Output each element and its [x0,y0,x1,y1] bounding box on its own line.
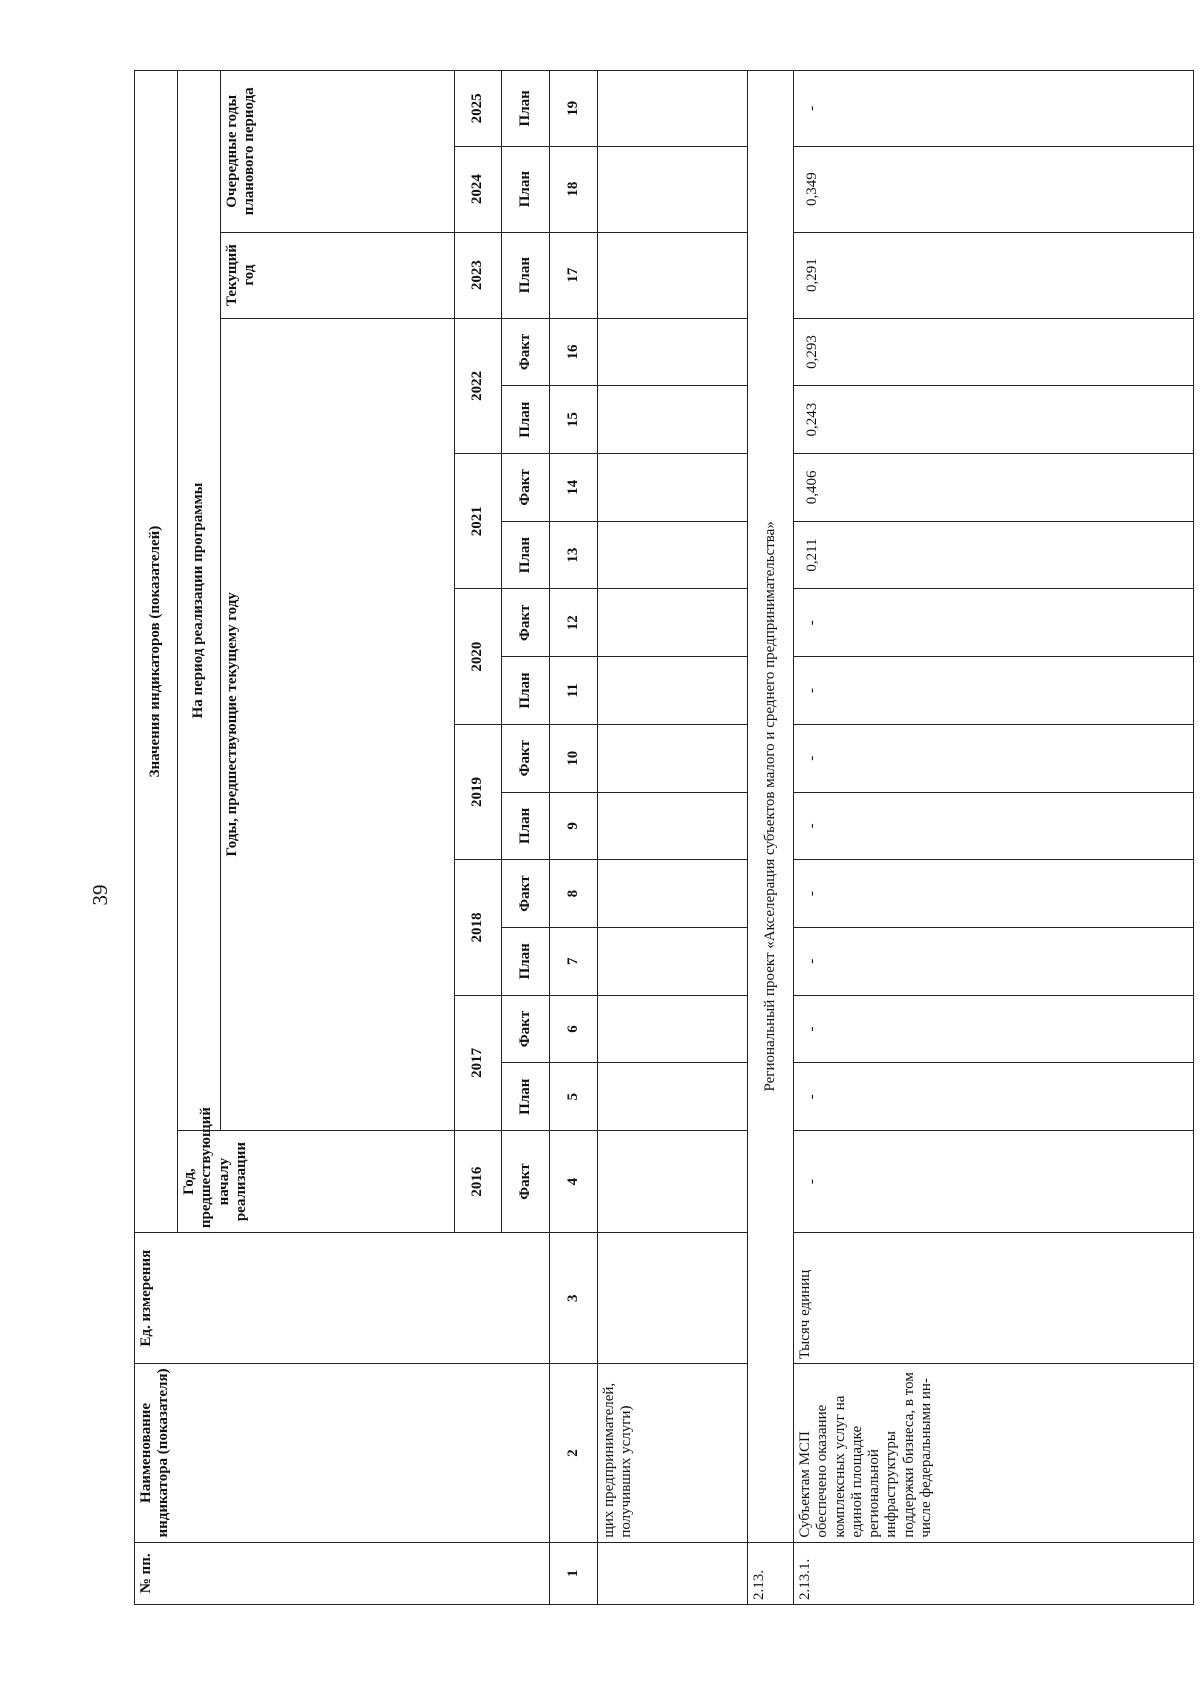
label-fact: Факт [502,860,550,928]
column-number: 3 [550,1233,598,1364]
value-2018-fact: - [794,860,1194,928]
header-next-years: Очередные годы планового периода [221,71,455,233]
year-2017: 2017 [455,995,502,1130]
value-2019-plan: - [794,792,1194,860]
value-2024-plan: 0,349 [794,146,1194,232]
header-current-year: Текущий год [221,232,455,318]
continuation-name: щих предпринимателей, получивших услуги) [598,1364,748,1542]
column-number: 9 [550,792,598,860]
column-number: 2 [550,1364,598,1542]
column-number: 10 [550,724,598,792]
value-2023-plan: 0,291 [794,232,1194,318]
column-number: 13 [550,521,598,589]
year-2023: 2023 [455,232,502,318]
value-2017-fact: - [794,995,1194,1063]
column-number: 15 [550,386,598,454]
indicator-unit: Тысяч единиц [794,1233,1194,1364]
column-number: 5 [550,1063,598,1131]
value-2017-plan: - [794,1063,1194,1131]
column-number: 17 [550,232,598,318]
column-number: 16 [550,318,598,386]
section-row [748,71,794,1605]
indicator-row [794,71,1194,1605]
value-2021-fact: 0,406 [794,454,1194,522]
page-number: 39 [88,884,112,906]
column-number: 6 [550,995,598,1063]
label-fact: Факт [502,1131,550,1233]
continuation-row [598,71,748,1605]
section-title: Региональный проект «Акселерация субъектов малого и среднего предпринимательства» [748,71,794,1543]
year-2021: 2021 [455,454,502,589]
indicators-table [134,70,1194,1605]
value-2019-fact: - [794,724,1194,792]
indicators-table-rotated [134,70,1194,1605]
year-2016: 2016 [455,1131,502,1233]
indicator-name: Субъектам МСП обеспечено оказание комплексных услуг на единой площадке региональной инфраструктуры поддержки бизнеса, в том числе федеральными ин- [794,1364,1194,1542]
continuation-num [598,1542,748,1604]
label-plan: План [502,71,550,147]
label-plan: План [502,232,550,318]
label-fact: Факт [502,318,550,386]
section-num: 2.13. [748,1542,794,1604]
year-2020: 2020 [455,589,502,724]
year-2024: 2024 [455,146,502,232]
value-2020-plan: - [794,657,1194,725]
header-period-title: На период реализации программы [178,71,221,1131]
year-2025: 2025 [455,71,502,147]
indicator-num: 2.13.1. [794,1542,1194,1604]
label-plan: План [502,657,550,725]
column-number: 12 [550,589,598,657]
value-2021-plan: 0,211 [794,521,1194,589]
column-numbers-row [550,71,598,1605]
label-plan: План [502,521,550,589]
label-fact: Факт [502,724,550,792]
year-2019: 2019 [455,724,502,859]
header-name: Наименование индикатора (показателя) [135,1364,550,1542]
value-2025-plan: - [794,71,1194,147]
column-number: 1 [550,1542,598,1604]
header-unit: Ед. измерения [135,1233,550,1364]
label-plan: План [502,386,550,454]
header-prev-years: Годы, предшествующие текущему году [221,318,455,1130]
column-number: 11 [550,657,598,725]
column-number: 19 [550,71,598,147]
column-number: 18 [550,146,598,232]
label-plan: План [502,792,550,860]
header-row-1 [135,71,178,1605]
label-fact: Факт [502,589,550,657]
value-2020-fact: - [794,589,1194,657]
header-num: № пп. [135,1542,550,1604]
value-2018-plan: - [794,927,1194,995]
year-2018: 2018 [455,860,502,995]
header-values-title: Значения индикаторов (показателей) [135,71,178,1233]
value-2016-fact: - [794,1131,1194,1233]
label-plan: План [502,1063,550,1131]
label-fact: Факт [502,995,550,1063]
header-prev-year: Год, предшествующий началу реализации [178,1131,455,1233]
value-2022-plan: 0,243 [794,386,1194,454]
label-fact: Факт [502,454,550,522]
label-plan: План [502,927,550,995]
label-plan: План [502,146,550,232]
year-2022: 2022 [455,318,502,453]
column-number: 7 [550,927,598,995]
column-number: 8 [550,860,598,928]
column-number: 14 [550,454,598,522]
value-2022-fact: 0,293 [794,318,1194,386]
column-number: 4 [550,1131,598,1233]
